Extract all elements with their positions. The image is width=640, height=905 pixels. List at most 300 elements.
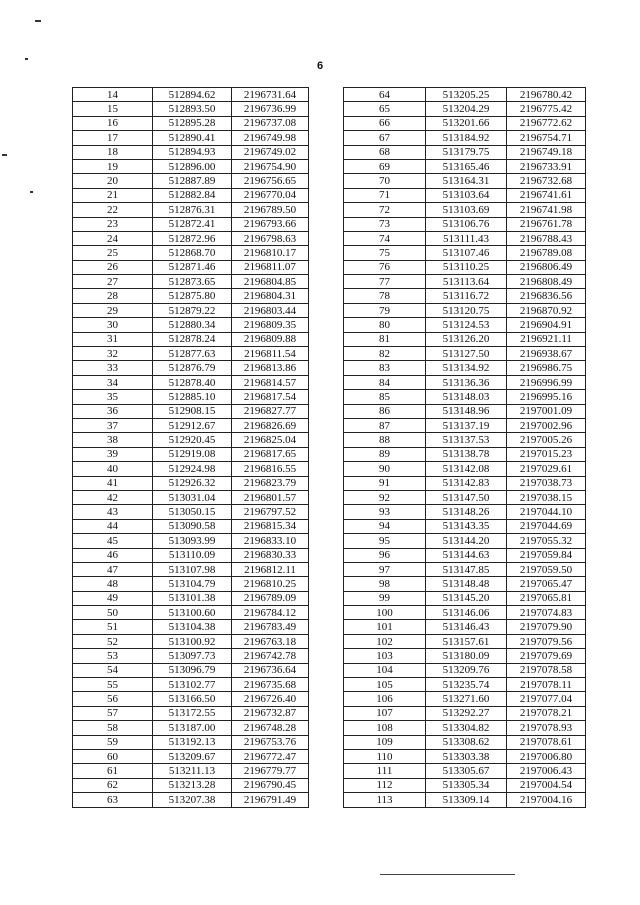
point-number-cell: 54 [73,663,153,677]
y-coordinate-cell: 2196754.71 [507,131,586,145]
table-row [73,462,309,476]
table-row [344,102,586,116]
y-coordinate-cell: 2197078.61 [507,735,586,749]
margin-mark [35,20,41,22]
y-coordinate-cell: 2196775.42 [507,102,586,116]
y-coordinate-cell: 2196791.49 [232,793,309,807]
point-number-cell: 26 [73,260,153,274]
x-coordinate-cell: 512885.10 [153,390,232,404]
x-coordinate-cell: 512882.84 [153,188,232,202]
x-coordinate-cell: 512887.89 [153,174,232,188]
y-coordinate-cell: 2196788.43 [507,231,586,245]
x-coordinate-cell: 513096.79 [153,663,232,677]
point-number-cell: 90 [344,462,426,476]
point-number-cell: 99 [344,591,426,605]
y-coordinate-cell: 2196810.25 [232,577,309,591]
table-row [344,505,586,519]
x-coordinate-cell: 513303.38 [426,749,507,763]
table-row [344,678,586,692]
point-number-cell: 100 [344,606,426,620]
y-coordinate-cell: 2197055.32 [507,534,586,548]
table-row [344,462,586,476]
y-coordinate-cell: 2196996.99 [507,375,586,389]
table-row [344,649,586,663]
table-row [73,217,309,231]
y-coordinate-cell: 2196811.07 [232,260,309,274]
table-row [344,131,586,145]
x-coordinate-cell: 513157.61 [426,634,507,648]
table-row [344,390,586,404]
table-row [73,505,309,519]
point-number-cell: 81 [344,332,426,346]
point-number-cell: 65 [344,102,426,116]
point-number-cell: 104 [344,663,426,677]
x-coordinate-cell: 513148.48 [426,577,507,591]
y-coordinate-cell: 2196753.76 [232,735,309,749]
y-coordinate-cell: 2196789.09 [232,591,309,605]
point-number-cell: 33 [73,361,153,375]
x-coordinate-cell: 513146.43 [426,620,507,634]
point-number-cell: 43 [73,505,153,519]
table-row [73,174,309,188]
x-coordinate-cell: 512924.98 [153,462,232,476]
point-number-cell: 85 [344,390,426,404]
y-coordinate-cell: 2196784.12 [232,606,309,620]
y-coordinate-cell: 2196823.79 [232,476,309,490]
table-row [344,447,586,461]
point-number-cell: 24 [73,231,153,245]
point-number-cell: 53 [73,649,153,663]
y-coordinate-cell: 2196809.88 [232,332,309,346]
table-row [73,476,309,490]
point-number-cell: 63 [73,793,153,807]
y-coordinate-cell: 2197079.90 [507,620,586,634]
x-coordinate-cell: 512895.28 [153,116,232,130]
table-row [344,749,586,763]
table-row [344,764,586,778]
x-coordinate-cell: 513147.50 [426,490,507,504]
table-row [73,793,309,807]
point-number-cell: 19 [73,159,153,173]
table-row [73,303,309,317]
table-row [73,131,309,145]
coordinates-table-left [72,87,309,808]
x-coordinate-cell: 513235.74 [426,678,507,692]
point-number-cell: 56 [73,692,153,706]
x-coordinate-cell: 512875.80 [153,289,232,303]
table-row [344,620,586,634]
table-row [73,519,309,533]
y-coordinate-cell: 2197038.15 [507,490,586,504]
x-coordinate-cell: 513116.72 [426,289,507,303]
x-coordinate-cell: 513205.25 [426,88,507,102]
table-row [344,476,586,490]
point-number-cell: 77 [344,275,426,289]
y-coordinate-cell: 2196809.35 [232,318,309,332]
y-coordinate-cell: 2196761.78 [507,217,586,231]
table-row [73,318,309,332]
y-coordinate-cell: 2196748.28 [232,721,309,735]
y-coordinate-cell: 2196770.04 [232,188,309,202]
y-coordinate-cell: 2196779.77 [232,764,309,778]
y-coordinate-cell: 2197074.83 [507,606,586,620]
x-coordinate-cell: 512908.15 [153,404,232,418]
x-coordinate-cell: 512878.40 [153,375,232,389]
point-number-cell: 21 [73,188,153,202]
table-row [344,332,586,346]
y-coordinate-cell: 2196733.91 [507,159,586,173]
point-number-cell: 18 [73,145,153,159]
x-coordinate-cell: 513124.53 [426,318,507,332]
point-number-cell: 66 [344,116,426,130]
point-number-cell: 23 [73,217,153,231]
table-row [73,231,309,245]
point-number-cell: 84 [344,375,426,389]
point-number-cell: 79 [344,303,426,317]
point-number-cell: 64 [344,88,426,102]
table-row [344,606,586,620]
table-row [344,289,586,303]
point-number-cell: 39 [73,447,153,461]
table-row [73,649,309,663]
x-coordinate-cell: 513113.64 [426,275,507,289]
x-coordinate-cell: 512919.08 [153,447,232,461]
table-row [344,577,586,591]
x-coordinate-cell: 512873.65 [153,275,232,289]
y-coordinate-cell: 2197077.04 [507,692,586,706]
y-coordinate-cell: 2196811.54 [232,347,309,361]
y-coordinate-cell: 2196816.55 [232,462,309,476]
x-coordinate-cell: 513172.55 [153,706,232,720]
table-row [73,203,309,217]
point-number-cell: 22 [73,203,153,217]
table-row [344,246,586,260]
point-number-cell: 80 [344,318,426,332]
table-row [344,303,586,317]
point-number-cell: 109 [344,735,426,749]
table-row [344,562,586,576]
table-row [344,347,586,361]
table-row [73,534,309,548]
x-coordinate-cell: 513292.27 [426,706,507,720]
y-coordinate-cell: 2197044.10 [507,505,586,519]
table-row [73,159,309,173]
point-number-cell: 45 [73,534,153,548]
table-row [344,778,586,792]
x-coordinate-cell: 513144.20 [426,534,507,548]
y-coordinate-cell: 2196817.65 [232,447,309,461]
table-row [73,145,309,159]
y-coordinate-cell: 2197078.93 [507,721,586,735]
point-number-cell: 88 [344,433,426,447]
point-number-cell: 94 [344,519,426,533]
point-number-cell: 32 [73,347,153,361]
table-row [73,275,309,289]
y-coordinate-cell: 2196749.98 [232,131,309,145]
y-coordinate-cell: 2196741.61 [507,188,586,202]
x-coordinate-cell: 512894.62 [153,88,232,102]
table-row [73,289,309,303]
y-coordinate-cell: 2196741.98 [507,203,586,217]
x-coordinate-cell: 513107.98 [153,562,232,576]
x-coordinate-cell: 513120.75 [426,303,507,317]
x-coordinate-cell: 512920.45 [153,433,232,447]
y-coordinate-cell: 2196804.85 [232,275,309,289]
table-row [73,490,309,504]
page-number: 6 [316,60,324,72]
y-coordinate-cell: 2197059.50 [507,562,586,576]
point-number-cell: 89 [344,447,426,461]
point-number-cell: 60 [73,749,153,763]
y-coordinate-cell: 2197079.69 [507,649,586,663]
y-coordinate-cell: 2197059.84 [507,548,586,562]
point-number-cell: 61 [73,764,153,778]
table-row [344,735,586,749]
x-coordinate-cell: 513136.36 [426,375,507,389]
point-number-cell: 111 [344,764,426,778]
table-row [73,706,309,720]
y-coordinate-cell: 2196904.91 [507,318,586,332]
table-row [344,692,586,706]
point-number-cell: 17 [73,131,153,145]
x-coordinate-cell: 512878.24 [153,332,232,346]
table-row [344,375,586,389]
x-coordinate-cell: 513142.83 [426,476,507,490]
point-number-cell: 82 [344,347,426,361]
x-coordinate-cell: 513209.76 [426,663,507,677]
table-row [73,116,309,130]
y-coordinate-cell: 2197015.23 [507,447,586,461]
x-coordinate-cell: 513179.75 [426,145,507,159]
table-row [344,548,586,562]
table-row [344,490,586,504]
y-coordinate-cell: 2197006.80 [507,749,586,763]
table-row [73,246,309,260]
point-number-cell: 15 [73,102,153,116]
y-coordinate-cell: 2196737.08 [232,116,309,130]
point-number-cell: 110 [344,749,426,763]
x-coordinate-cell: 513110.09 [153,548,232,562]
x-coordinate-cell: 512877.63 [153,347,232,361]
y-coordinate-cell: 2197004.16 [507,793,586,807]
table-row [73,447,309,461]
point-number-cell: 107 [344,706,426,720]
table-row [344,159,586,173]
table-row [73,562,309,576]
table-row [344,203,586,217]
x-coordinate-cell: 513166.50 [153,692,232,706]
x-coordinate-cell: 512880.34 [153,318,232,332]
x-coordinate-cell: 513137.53 [426,433,507,447]
point-number-cell: 59 [73,735,153,749]
x-coordinate-cell: 512890.41 [153,131,232,145]
point-number-cell: 38 [73,433,153,447]
y-coordinate-cell: 2197078.21 [507,706,586,720]
table-row [73,548,309,562]
footer-line [380,874,515,875]
table-row [73,735,309,749]
table-row [344,634,586,648]
x-coordinate-cell: 513213.28 [153,778,232,792]
y-coordinate-cell: 2196749.18 [507,145,586,159]
x-coordinate-cell: 512894.93 [153,145,232,159]
point-number-cell: 62 [73,778,153,792]
table-row [73,577,309,591]
point-number-cell: 72 [344,203,426,217]
table-row [344,433,586,447]
table-row [73,749,309,763]
table-row [73,361,309,375]
y-coordinate-cell: 2196801.57 [232,490,309,504]
x-coordinate-cell: 513211.13 [153,764,232,778]
table-row [344,188,586,202]
point-number-cell: 91 [344,476,426,490]
table-row [73,418,309,432]
point-number-cell: 35 [73,390,153,404]
y-coordinate-cell: 2196827.77 [232,404,309,418]
point-number-cell: 86 [344,404,426,418]
table-row [344,275,586,289]
y-coordinate-cell: 2197029.61 [507,462,586,476]
x-coordinate-cell: 512868.70 [153,246,232,260]
x-coordinate-cell: 513090.58 [153,519,232,533]
point-number-cell: 50 [73,606,153,620]
point-number-cell: 95 [344,534,426,548]
table-row [344,116,586,130]
x-coordinate-cell: 513110.25 [426,260,507,274]
y-coordinate-cell: 2196817.54 [232,390,309,404]
x-coordinate-cell: 512872.96 [153,231,232,245]
point-number-cell: 28 [73,289,153,303]
point-number-cell: 30 [73,318,153,332]
x-coordinate-cell: 513050.15 [153,505,232,519]
y-coordinate-cell: 2197079.56 [507,634,586,648]
x-coordinate-cell: 513308.62 [426,735,507,749]
point-number-cell: 106 [344,692,426,706]
x-coordinate-cell: 513209.67 [153,749,232,763]
table-row [344,721,586,735]
x-coordinate-cell: 513187.00 [153,721,232,735]
y-coordinate-cell: 2196803.44 [232,303,309,317]
point-number-cell: 20 [73,174,153,188]
point-number-cell: 58 [73,721,153,735]
table-row [73,620,309,634]
x-coordinate-cell: 513104.38 [153,620,232,634]
x-coordinate-cell: 513148.03 [426,390,507,404]
point-number-cell: 74 [344,231,426,245]
y-coordinate-cell: 2196810.17 [232,246,309,260]
point-number-cell: 87 [344,418,426,432]
point-number-cell: 108 [344,721,426,735]
y-coordinate-cell: 2196836.56 [507,289,586,303]
x-coordinate-cell: 512879.22 [153,303,232,317]
table-row [344,231,586,245]
table-row [73,260,309,274]
y-coordinate-cell: 2196742.78 [232,649,309,663]
y-coordinate-cell: 2197005.26 [507,433,586,447]
x-coordinate-cell: 513305.34 [426,778,507,792]
y-coordinate-cell: 2196772.62 [507,116,586,130]
y-coordinate-cell: 2197004.54 [507,778,586,792]
table-row [344,418,586,432]
point-number-cell: 93 [344,505,426,519]
x-coordinate-cell: 513126.20 [426,332,507,346]
x-coordinate-cell: 513148.26 [426,505,507,519]
y-coordinate-cell: 2196735.68 [232,678,309,692]
point-number-cell: 101 [344,620,426,634]
y-coordinate-cell: 2196804.31 [232,289,309,303]
table-row [73,375,309,389]
point-number-cell: 55 [73,678,153,692]
y-coordinate-cell: 2196731.64 [232,88,309,102]
x-coordinate-cell: 513103.64 [426,188,507,202]
point-number-cell: 46 [73,548,153,562]
x-coordinate-cell: 512871.46 [153,260,232,274]
y-coordinate-cell: 2197078.58 [507,663,586,677]
x-coordinate-cell: 513142.08 [426,462,507,476]
y-coordinate-cell: 2197065.47 [507,577,586,591]
y-coordinate-cell: 2196754.90 [232,159,309,173]
x-coordinate-cell: 513165.46 [426,159,507,173]
table-row [344,174,586,188]
table-row [73,591,309,605]
point-number-cell: 52 [73,634,153,648]
point-number-cell: 68 [344,145,426,159]
table-row [344,88,586,102]
x-coordinate-cell: 513144.63 [426,548,507,562]
point-number-cell: 14 [73,88,153,102]
point-number-cell: 34 [73,375,153,389]
x-coordinate-cell: 513100.60 [153,606,232,620]
x-coordinate-cell: 513201.66 [426,116,507,130]
y-coordinate-cell: 2196833.10 [232,534,309,548]
table-row [73,721,309,735]
x-coordinate-cell: 512876.31 [153,203,232,217]
x-coordinate-cell: 513143.35 [426,519,507,533]
y-coordinate-cell: 2197006.43 [507,764,586,778]
y-coordinate-cell: 2196789.50 [232,203,309,217]
y-coordinate-cell: 2196808.49 [507,275,586,289]
y-coordinate-cell: 2196826.69 [232,418,309,432]
x-coordinate-cell: 513147.85 [426,562,507,576]
x-coordinate-cell: 513097.73 [153,649,232,663]
x-coordinate-cell: 513134.92 [426,361,507,375]
point-number-cell: 96 [344,548,426,562]
point-number-cell: 27 [73,275,153,289]
y-coordinate-cell: 2197002.96 [507,418,586,432]
x-coordinate-cell: 513207.38 [153,793,232,807]
table-row [73,606,309,620]
x-coordinate-cell: 513104.79 [153,577,232,591]
table-row [344,663,586,677]
table-row [73,332,309,346]
y-coordinate-cell: 2196789.08 [507,246,586,260]
x-coordinate-cell: 513148.96 [426,404,507,418]
table-row [344,361,586,375]
table-row [73,764,309,778]
x-coordinate-cell: 513146.06 [426,606,507,620]
x-coordinate-cell: 512876.79 [153,361,232,375]
point-number-cell: 29 [73,303,153,317]
x-coordinate-cell: 513305.67 [426,764,507,778]
table-row [344,534,586,548]
point-number-cell: 105 [344,678,426,692]
point-number-cell: 102 [344,634,426,648]
y-coordinate-cell: 2196813.86 [232,361,309,375]
point-number-cell: 75 [344,246,426,260]
y-coordinate-cell: 2196806.49 [507,260,586,274]
x-coordinate-cell: 513309.14 [426,793,507,807]
